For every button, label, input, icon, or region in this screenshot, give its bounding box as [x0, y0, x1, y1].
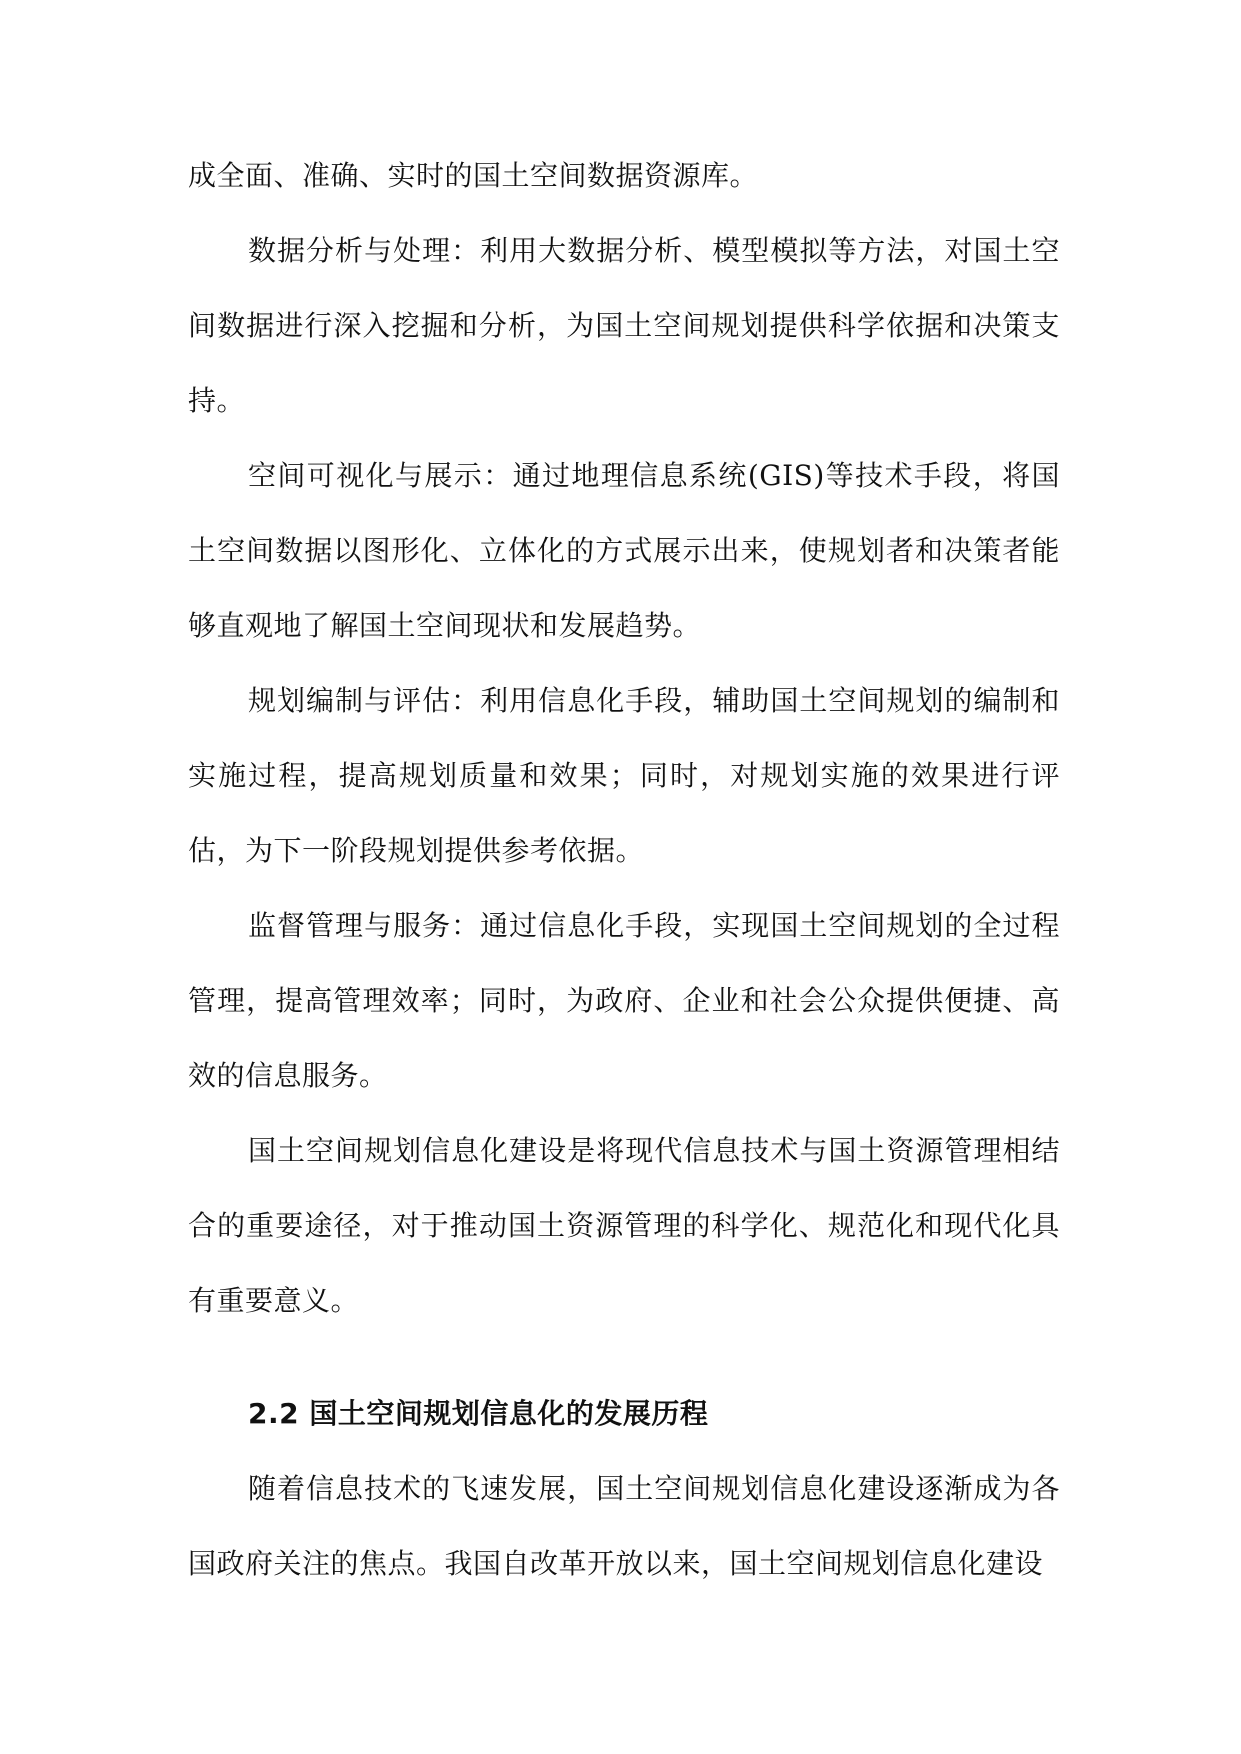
paragraph-development-history: 随着信息技术的飞速发展，国土空间规划信息化建设逐渐成为各国政府关注的焦点。我国自改革开放以来，国土空间规划信息化建设	[188, 1472, 1060, 1580]
paragraph-planning-evaluation: 规划编制与评估：利用信息化手段，辅助国土空间规划的编制和实施过程，提高规划质量和效果；同时，对规划实施的效果进行评估，为下一阶段规划提供参考依据。	[188, 684, 1060, 867]
paragraph-supervision-service: 监督管理与服务：通过信息化手段，实现国土空间规划的全过程管理，提高管理效率；同时，为政府、企业和社会公众提供便捷、高效的信息服务。	[188, 909, 1060, 1092]
paragraph-summary: 国土空间规划信息化建设是将现代信息技术与国土资源管理相结合的重要途径，对于推动国土资源管理的科学化、规范化和现代化具有重要意义。	[188, 1134, 1060, 1317]
paragraph-continued: 成全面、准确、实时的国土空间数据资源库。	[188, 159, 759, 192]
paragraph-data-analysis: 数据分析与处理：利用大数据分析、模型模拟等方法，对国土空间数据进行深入挖掘和分析，为国土空间规划提供科学依据和决策支持。	[188, 234, 1060, 417]
section-heading: 2.2 国土空间规划信息化的发展历程	[248, 1397, 709, 1430]
document-body	[188, 138, 1060, 1601]
paragraph-spatial-visualization: 空间可视化与展示：通过地理信息系统(GIS)等技术手段，将国土空间数据以图形化、立体化的方式展示出来，使规划者和决策者能够直观地了解国土空间现状和发展趋势。	[188, 459, 1060, 642]
